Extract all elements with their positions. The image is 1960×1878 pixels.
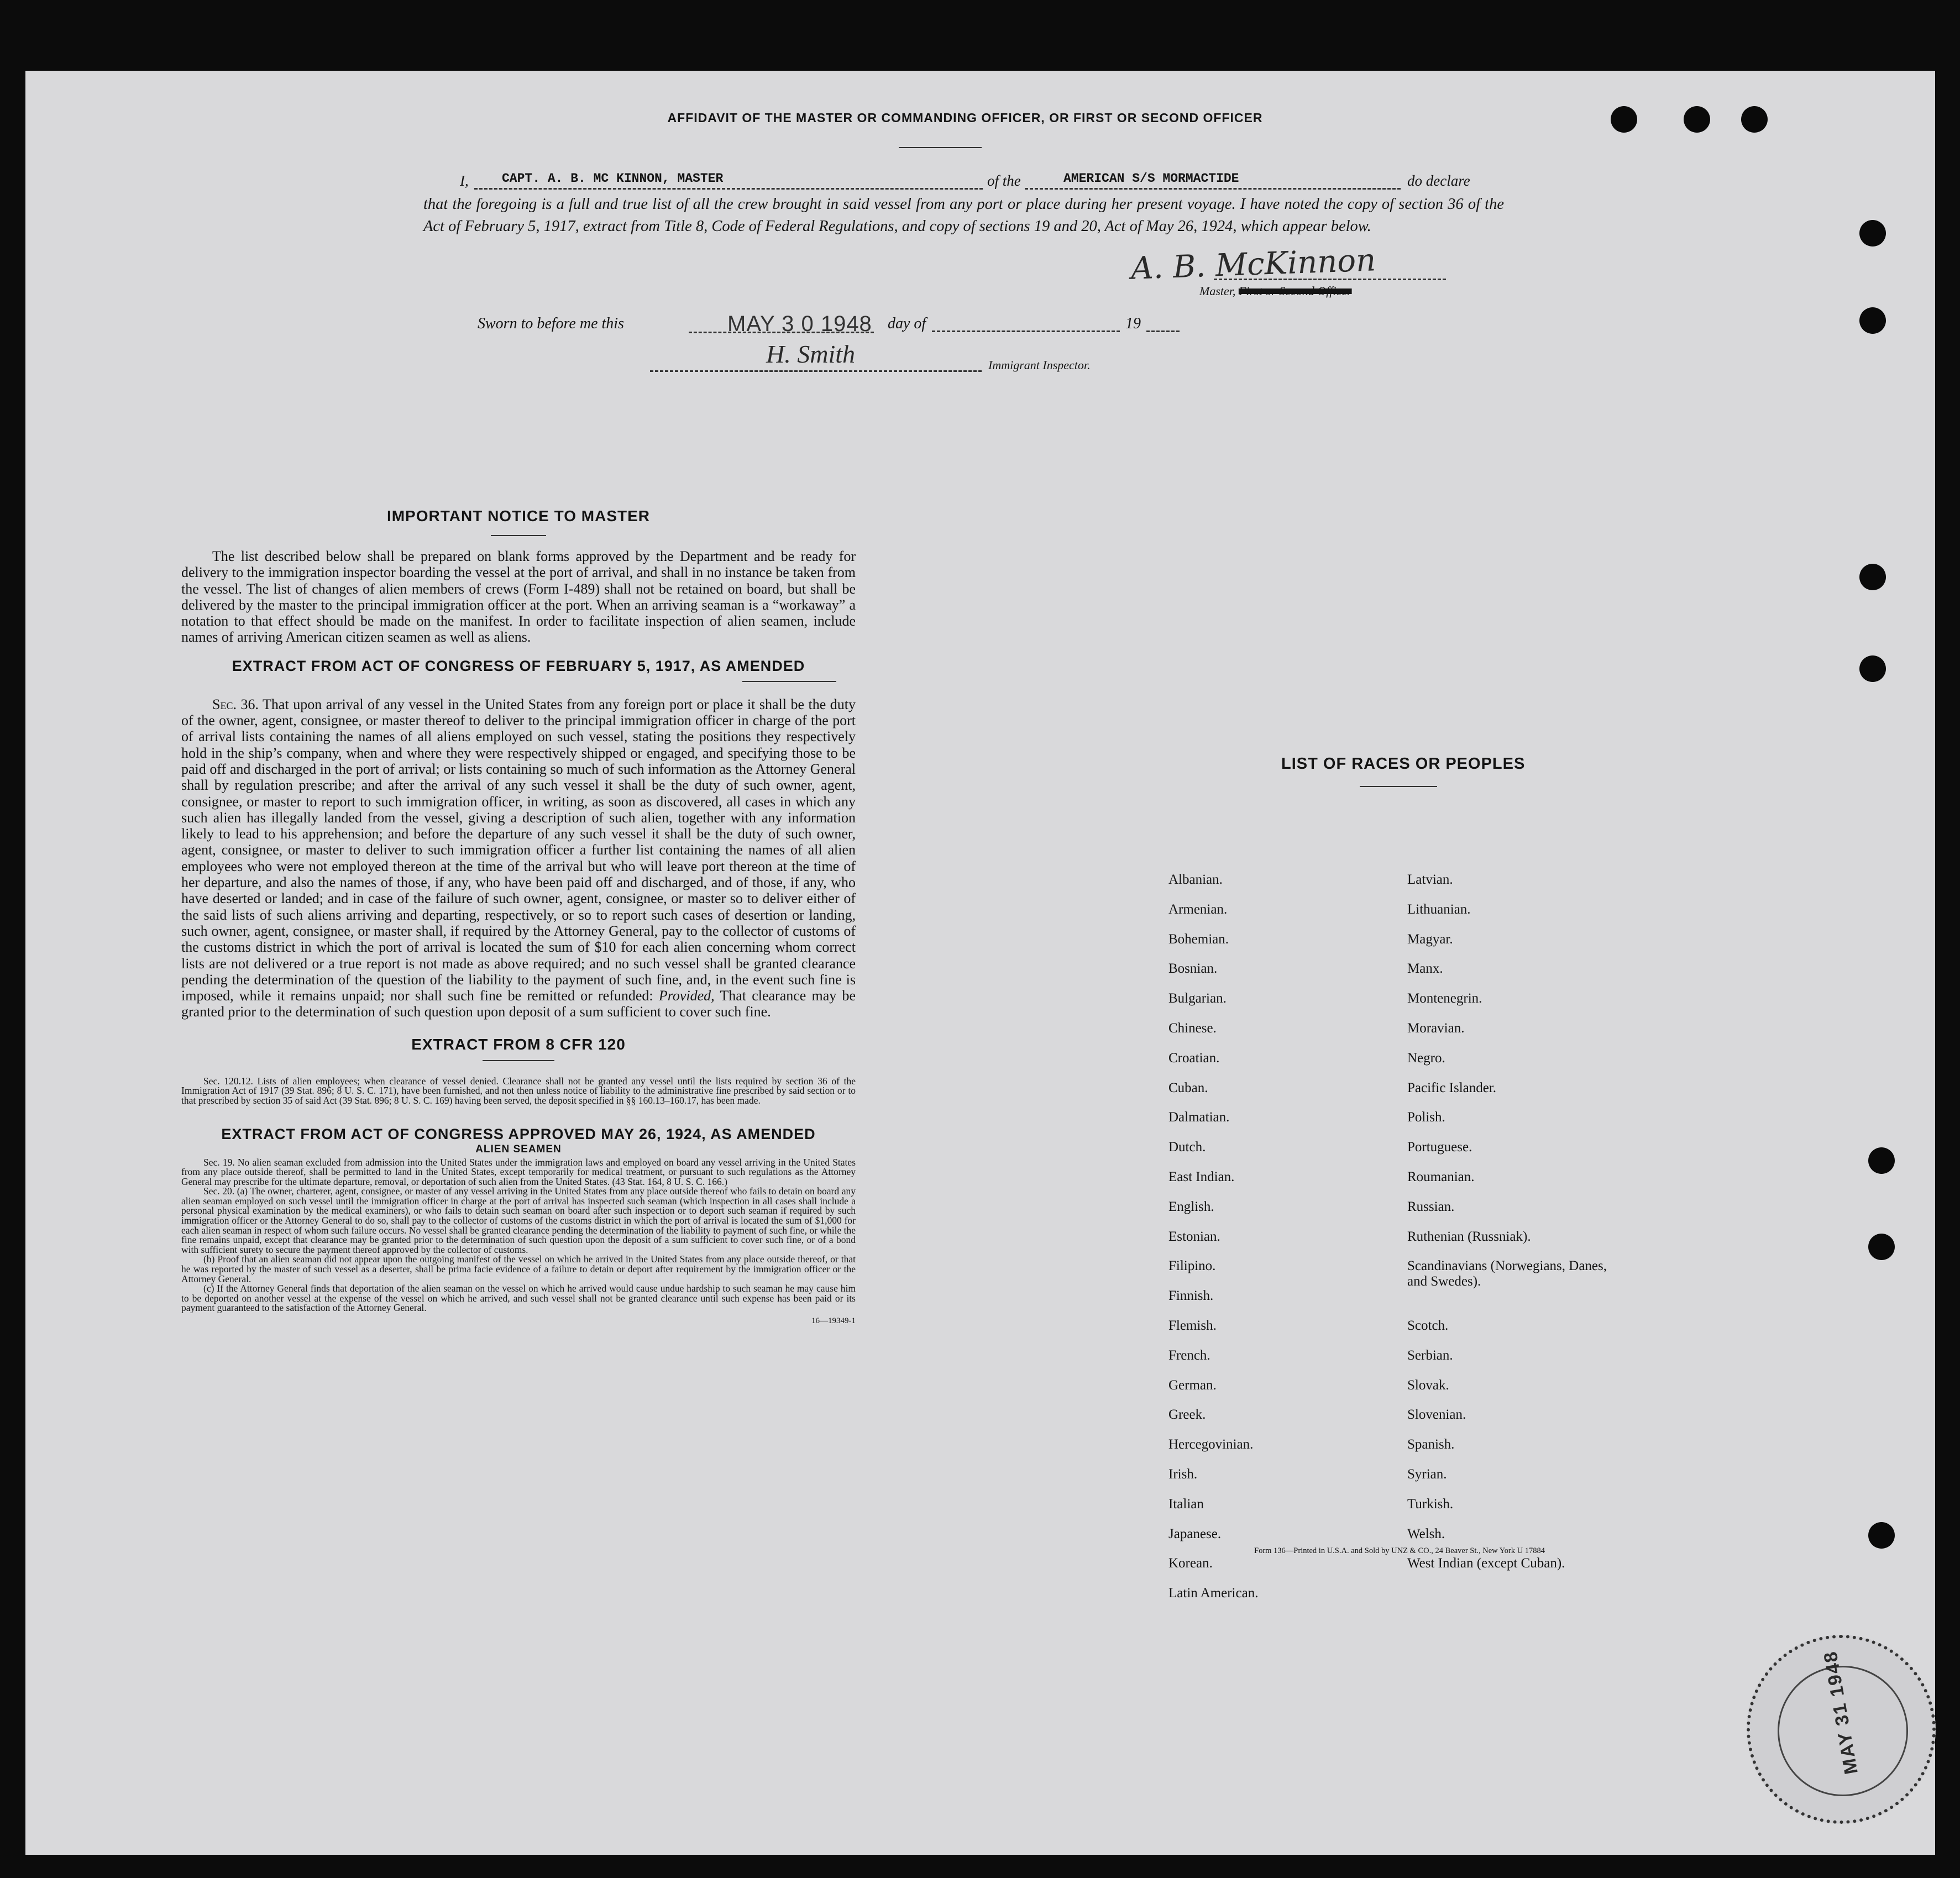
master-name-field bbox=[474, 171, 983, 190]
sec36-text: That upon arrival of any vessel in the United States from any foreign port or place it shall be the duty of the owner, agent, consignee, or master thereof to deliver to the principal immigration officer in charge of the port of arrival lists containing the names of all aliens employed on such vessel, stating the positions they respectively hold in the ship’s company, when and where they were respectively shipped or engaged, and specifying those to be paid off and discharged in the port of arrival; or lists containing so much of such information as the Attorney General shall by regulation prescribe; and after the arrival of any such vessel it shall be the duty of such owner, agent, consignee, or master to report to such immigration officer, in writing, as soon as discovered, all cases in which any such alien has illegally landed from the vessel, giving a description of such alien, together with any information likely to lead to his apprehension; and before the departure of any such vessel it shall be the duty of such owner, agent, consignee, or master to deliver to such immigration officer a further list containing the names of all alien employees who were not employed thereon at the time of the arrival but who will leave port thereon at the time of her departure, and also the names of those, if any, who have been paid off and discharged, and of those, if any, who have deserted or landed; and in case of the failure of such owner, agent, consignee, or master so to deliver either of the said lists of such aliens arriving and departing, respectively, or so to report such cases of desertion or landing, such owner, agent, consignee, or master shall, if required by the Attorney General, pay to the collector of customs of the customs district in which the port of arrival is located the sum of $10 for each alien concerning whom correct lists are not delivered or a true report is not made as above required; and no such vessel shall be granted clearance pending the determination of the question of the liability to the payment of such fine, and, in the event such fine is imposed, while it remains unpaid; nor shall such fine be remitted or refunded: bbox=[181, 696, 856, 1004]
race-item: Irish. bbox=[1168, 1467, 1198, 1482]
year-label: 19 bbox=[1125, 315, 1141, 332]
punch-hole bbox=[1741, 106, 1768, 133]
sec20b-text: (b) Proof that an alien seaman did not appear upon the outgoing manifest of the vessel on which he arrived in the United States from any place outside thereof, or that he was reported by the master of such vessel as a deserter, shall be prima facie evidence of a failure to detain or deport after requirement by the immigration officer or the Attorney General. bbox=[181, 1253, 856, 1284]
extract-1917-body bbox=[181, 696, 856, 1020]
race-item: French. bbox=[1168, 1347, 1210, 1363]
provided-word: Provided, bbox=[658, 988, 715, 1004]
race-item: Latin American. bbox=[1168, 1586, 1259, 1601]
sec20c-text: (c) If the Attorney General finds that deportation of the alien seaman on the vessel on which he arrived would cause undue hardship to such seaman he may cause him to be deported on another vessel at the expense of the vessel on which he arrived, and such vessel shall not be granted clearance until such expense has been paid or its payment guaranteed to the satisfaction of the Attorney General. bbox=[181, 1283, 856, 1314]
document-page bbox=[25, 71, 1935, 1855]
master-caption-prefix: Master, bbox=[1199, 284, 1236, 298]
race-item: Moravian. bbox=[1407, 1021, 1465, 1036]
inspector-caption: Immigrant Inspector. bbox=[988, 358, 1091, 372]
race-item: Montenegrin. bbox=[1407, 991, 1482, 1006]
master-signature: A. B. McKinnon bbox=[1130, 242, 1377, 287]
race-item: Russian. bbox=[1407, 1199, 1455, 1214]
punch-hole bbox=[1859, 655, 1886, 682]
race-item: Finnish. bbox=[1168, 1288, 1214, 1304]
races-rule bbox=[1360, 786, 1437, 787]
extract-cfr-body: Sec. 120.12. Lists of alien employees; when clearance of vessel denied. Clearance shall not be granted any vessel until the lists required by section 36 of the Immigration Act of 1917 (39 Stat. 896; 8 U. S. C. 171), have been furnished, and not then unless notice of liability to the administrative fine prescribed by said section or to that prescribed by section 35 of said Act (39 Stat. 896; 8 U. S. C. 169) having been served, the deposit specified in §§ 160.13–160.17, has been made. bbox=[181, 1075, 856, 1106]
punch-hole bbox=[1684, 106, 1710, 133]
race-item: Slovak. bbox=[1407, 1377, 1449, 1393]
race-item: Syrian. bbox=[1407, 1467, 1447, 1482]
master-caption bbox=[1199, 284, 1352, 298]
i-label: I, bbox=[460, 172, 469, 189]
race-item: Ruthenian (Russniak). bbox=[1407, 1229, 1531, 1244]
month-field bbox=[932, 328, 1120, 332]
race-item: Estonian. bbox=[1168, 1229, 1220, 1244]
alien-seamen-subtitle: ALIEN SEAMEN bbox=[475, 1143, 562, 1155]
race-item: Scotch. bbox=[1407, 1318, 1449, 1333]
race-item: Lithuanian. bbox=[1407, 901, 1471, 917]
race-item: Cuban. bbox=[1168, 1080, 1208, 1095]
vessel-name: AMERICAN S/S MORMACTIDE bbox=[1063, 171, 1239, 186]
extract-1917-title: EXTRACT FROM ACT OF CONGRESS OF FEBRUARY 5, 1917, AS AMENDED bbox=[232, 657, 805, 674]
race-item: Negro. bbox=[1407, 1050, 1445, 1066]
master-caption-struck: First or Second Officer bbox=[1238, 284, 1352, 298]
race-item: Croatian. bbox=[1168, 1050, 1220, 1066]
race-item: German. bbox=[1168, 1377, 1217, 1393]
inspector-line bbox=[650, 368, 982, 372]
race-item: English. bbox=[1168, 1199, 1214, 1214]
race-item: Hercegovinian. bbox=[1168, 1437, 1254, 1452]
race-item: Italian bbox=[1168, 1496, 1204, 1512]
race-item: Slovenian. bbox=[1407, 1407, 1466, 1423]
race-item: Welsh. bbox=[1407, 1526, 1445, 1541]
affidavit-title: AFFIDAVIT OF THE MASTER OR COMMANDING OFFICER, OR FIRST OR SECOND OFFICER bbox=[667, 111, 1263, 125]
left-column bbox=[181, 507, 856, 1326]
race-item: Polish. bbox=[1407, 1110, 1445, 1125]
day-of-label: day of bbox=[888, 315, 926, 332]
race-item: West Indian (except Cuban). bbox=[1407, 1556, 1565, 1571]
vessel-field bbox=[1025, 171, 1401, 190]
race-item: Bohemian. bbox=[1168, 931, 1229, 947]
race-item: Armenian. bbox=[1168, 901, 1228, 917]
sec36-text-end: That clearance may be granted prior to the determination of such question upon deposit of a sum sufficient to cover such fine. bbox=[181, 988, 856, 1020]
race-item: Manx. bbox=[1407, 961, 1443, 977]
signature-line bbox=[1214, 276, 1446, 280]
race-item: Bulgarian. bbox=[1168, 991, 1227, 1006]
race-item: Roumanian. bbox=[1407, 1169, 1475, 1184]
sworn-label: Sworn to before me this bbox=[478, 315, 624, 332]
notice-body: The list described below shall be prepared on blank forms approved by the Department and be ready for delivery to the immigration inspector boarding the vessel at the port of arrival, and shall in no instance be taken from the vessel. The list of changes of alien members of crews (Form I-489) shall not be retained on board, but shall be delivered by the master to the principal immigration officer at the port. When an arriving seaman is a “workaway” a notation to that effect should be made on the manifest. In order to facilitate inspection of alien seamen, include names of arriving American citizen seamen as well as aliens. bbox=[181, 548, 856, 646]
year-field bbox=[1146, 328, 1180, 332]
sec20a-text: Sec. 20. (a) The owner, charterer, agent, consignee, or master of any vessel arriving in the United States from any place outside thereof who fails to detain on board any alien seaman employed on such vessel until the immigration officer in charge at the port of arrival has inspected such seaman (which inspection in all cases shall include a personal physical examination by the medical examiners), or who fails to detain such seaman on board after such inspection or to deport such seaman if required by such immigration officer or the Attorney General to do so, shall pay to the collector of customs of the customs district in which the port of arrival is located the sum of $1,000 for each alien seaman in respect of whom such failure occurs. No vessel shall be granted clearance pending the determination of the liability to payment of such fine, or while the fine remains unpaid, except that clearance may be granted prior to the determination of such question upon the deposit of a sum sufficient to cover such fine, or of a bond with sufficient surety to secure the payment thereof approved by the collector of customs. bbox=[181, 1185, 856, 1255]
of-the-label: of the bbox=[987, 172, 1021, 189]
race-item: Japanese. bbox=[1168, 1526, 1222, 1541]
sworn-day-field bbox=[689, 312, 874, 336]
punch-hole bbox=[1859, 564, 1886, 590]
race-item: Serbian. bbox=[1407, 1347, 1453, 1363]
race-item: Dalmatian. bbox=[1168, 1110, 1230, 1125]
notice-title: IMPORTANT NOTICE TO MASTER bbox=[386, 507, 651, 524]
sec36-label: Sec. 36. bbox=[212, 696, 259, 712]
races-title: LIST OF RACES OR PEOPLES bbox=[1281, 755, 1526, 773]
race-item: Bosnian. bbox=[1168, 961, 1218, 977]
extract-1924-title: EXTRACT FROM ACT OF CONGRESS APPROVED MAY 26, 1924, AS AMENDED bbox=[221, 1125, 816, 1142]
race-item: Flemish. bbox=[1168, 1318, 1217, 1333]
punch-hole bbox=[1868, 1147, 1895, 1174]
declaration-text: that the foregoing is a full and true list of all the crew brought in said vessel from any port or place during her present voyage. I have noted the copy of section 36 of the Act of February 5, 1917, extract from Title 8, Code of Federal Regulations, and copy of sections 19 and 20, Act of May 26, 1924, which appear below. bbox=[423, 196, 1504, 235]
extract-cfr-title: EXTRACT FROM 8 CFR 120 bbox=[411, 1035, 626, 1053]
title-rule bbox=[899, 147, 982, 148]
printer-footer: Form 136—Printed in U.S.A. and Sold by UNZ & CO., 24 Beaver St., New York U 17884 bbox=[1254, 1546, 1545, 1555]
do-declare-label: do declare bbox=[1407, 172, 1470, 189]
race-item: Albanian. bbox=[1168, 872, 1223, 887]
punch-hole bbox=[1859, 307, 1886, 334]
form-code: 16—19349-1 bbox=[811, 1316, 856, 1325]
race-item: Spanish. bbox=[1407, 1437, 1455, 1452]
race-item: Portuguese. bbox=[1407, 1140, 1472, 1155]
race-item: Pacific Islander. bbox=[1407, 1080, 1497, 1095]
race-item: Korean. bbox=[1168, 1556, 1213, 1571]
race-item: Scandinavians (Norwegians, Danes, and Swedes). bbox=[1407, 1258, 1607, 1289]
race-item: Turkish. bbox=[1407, 1496, 1454, 1512]
race-item: Greek. bbox=[1168, 1407, 1206, 1423]
race-item: East Indian. bbox=[1168, 1169, 1235, 1184]
sec19-text: Sec. 19. No alien seaman excluded from admission into the United States under the immigration laws and employed on board any vessel arriving in the United States from any place outside thereof, shall be permitted to land in the United States, except temporarily for medical treatment, or pursuant to such regulations as the Attorney General may prescribe for the ultimate departure, removal, or deportation of such alien from the United States. (43 Stat. 164, 8 U. S. C. 166.) bbox=[181, 1156, 856, 1187]
punch-hole bbox=[1611, 106, 1637, 133]
punch-hole bbox=[1868, 1234, 1895, 1260]
received-stamp bbox=[1747, 1635, 1936, 1824]
race-item: Magyar. bbox=[1407, 931, 1453, 947]
race-item: Chinese. bbox=[1168, 1021, 1217, 1036]
master-name: CAPT. A. B. MC KINNON, MASTER bbox=[502, 171, 724, 186]
race-item: Filipino. bbox=[1168, 1258, 1216, 1274]
stamp-text: MAY 31 1948 bbox=[1820, 1649, 1862, 1776]
race-item: Dutch. bbox=[1168, 1140, 1206, 1155]
race-item: Latvian. bbox=[1407, 872, 1453, 887]
punch-hole bbox=[1859, 220, 1886, 246]
punch-hole bbox=[1868, 1522, 1895, 1549]
inspector-signature: H. Smith bbox=[766, 340, 855, 368]
date-stamp: MAY 3 0 1948 bbox=[727, 312, 872, 336]
